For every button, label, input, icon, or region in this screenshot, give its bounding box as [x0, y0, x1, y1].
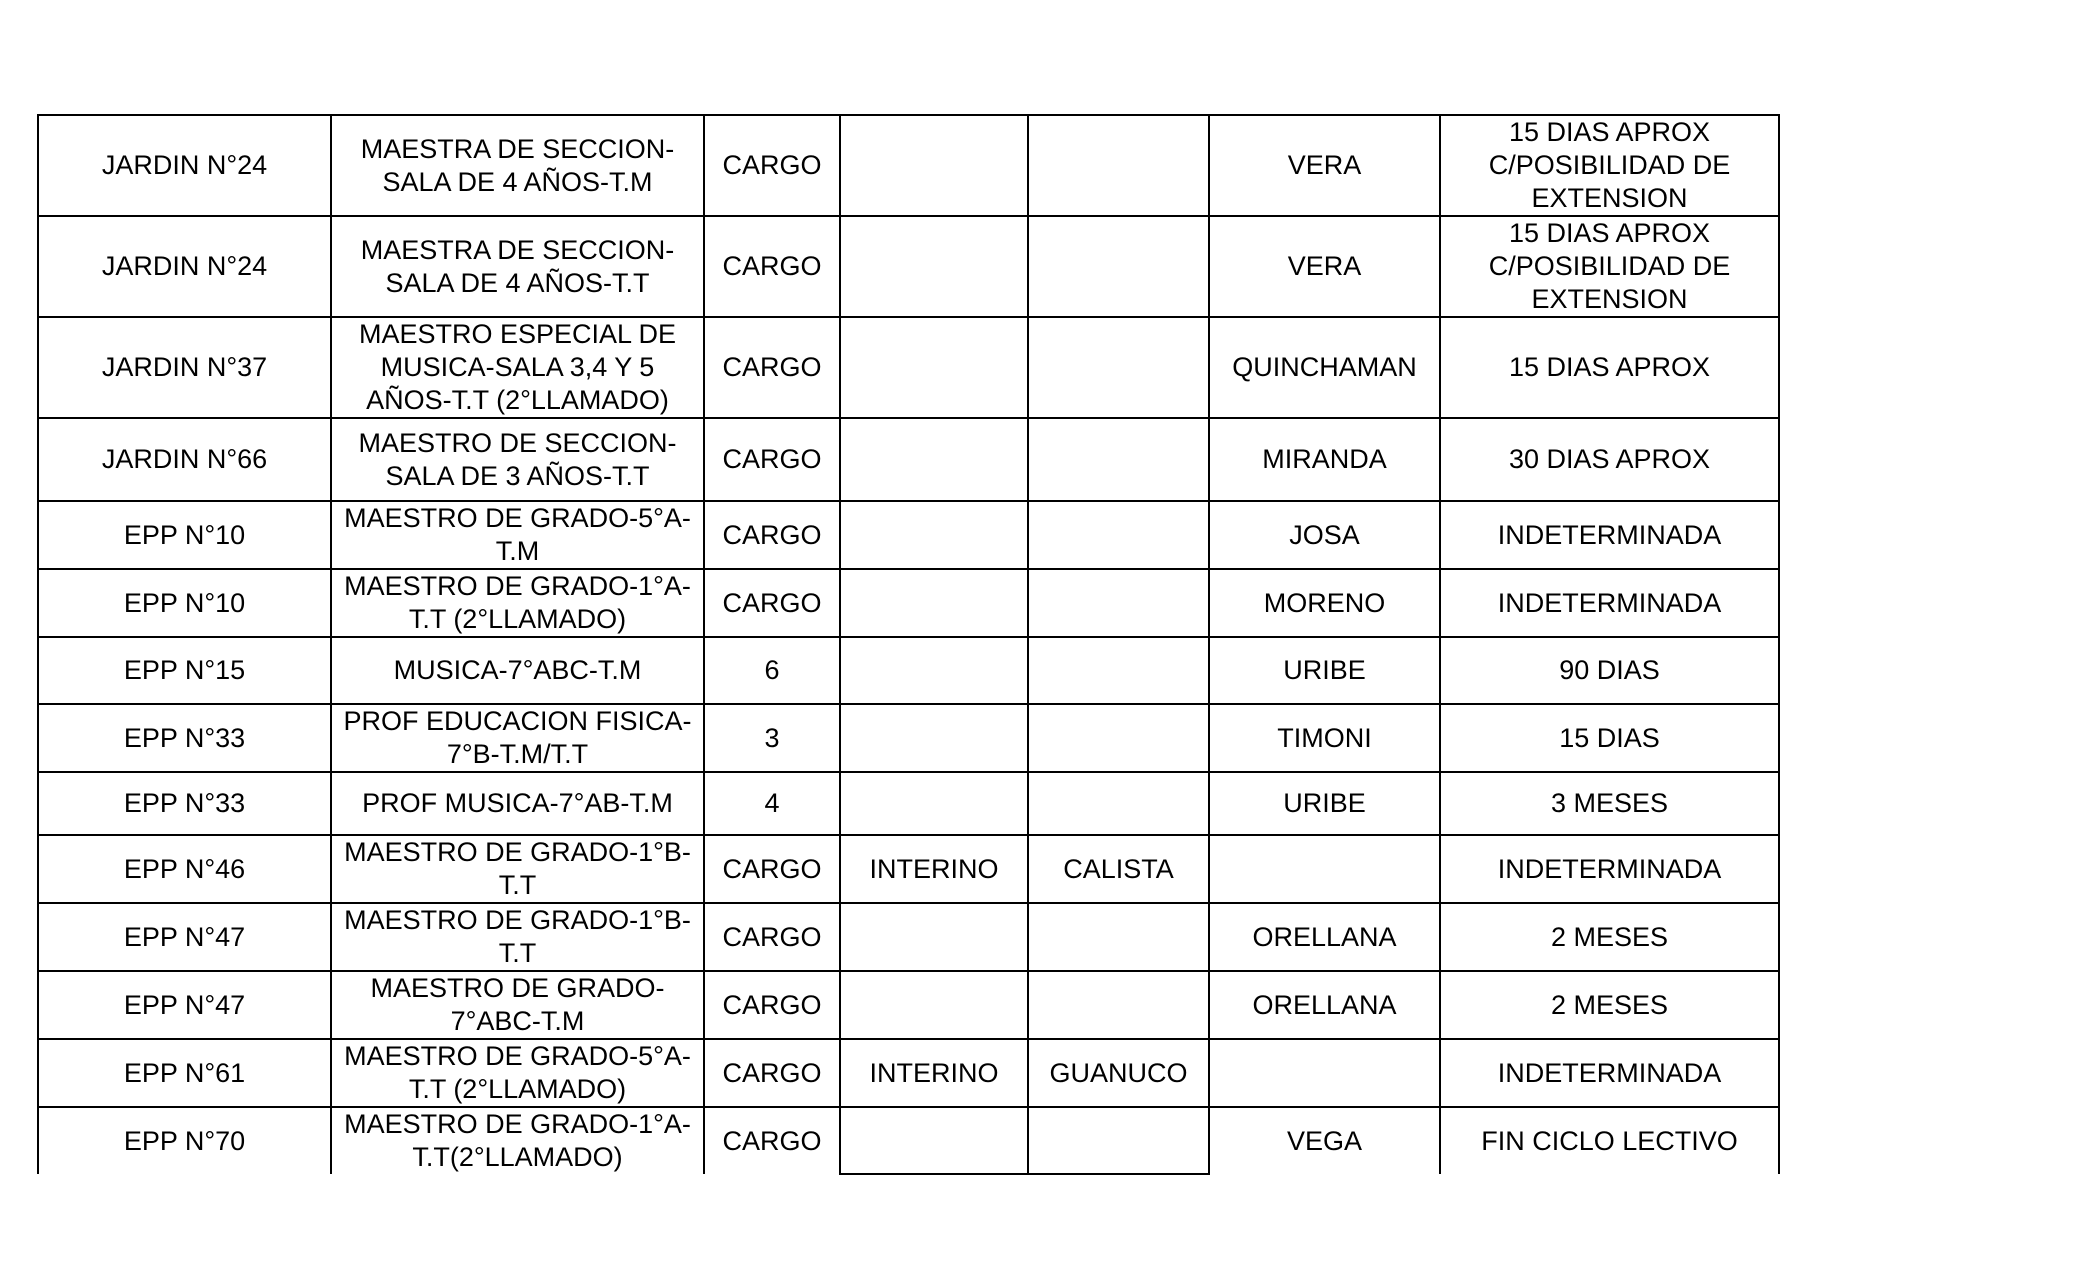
table-row [38, 1107, 1779, 1174]
table-row [38, 704, 1779, 772]
cell-holder [1028, 569, 1209, 637]
cell-replaces [1209, 835, 1440, 903]
cell-situation [840, 317, 1028, 418]
cell-situation [840, 903, 1028, 971]
cell-holder [1028, 501, 1209, 569]
cell-hours: CARGO [704, 835, 840, 903]
cell-school: JARDIN N°24 [38, 216, 331, 317]
cell-duration: INDETERMINADA [1440, 835, 1779, 903]
table-row [38, 216, 1779, 317]
cell-situation [840, 971, 1028, 1039]
cell-replaces: ORELLANA [1209, 903, 1440, 971]
cell-holder [1028, 317, 1209, 418]
cell-holder [1028, 637, 1209, 704]
cell-school: JARDIN N°66 [38, 418, 331, 501]
table-row [38, 501, 1779, 569]
cell-situation [840, 637, 1028, 704]
cell-holder [1028, 115, 1209, 216]
cell-school: EPP N°10 [38, 501, 331, 569]
cell-replaces: URIBE [1209, 637, 1440, 704]
cell-hours: CARGO [704, 903, 840, 971]
cell-duration: 15 DIAS APROX [1440, 317, 1779, 418]
cell-hours: CARGO [704, 971, 840, 1039]
table-body [38, 115, 1779, 1174]
cell-hours: CARGO [704, 501, 840, 569]
cell-replaces: URIBE [1209, 772, 1440, 835]
cell-holder [1028, 1107, 1209, 1174]
vacancy-table [37, 114, 1780, 1175]
cell-situation: INTERINO [840, 1039, 1028, 1107]
cell-holder [1028, 704, 1209, 772]
cell-hours: 3 [704, 704, 840, 772]
cell-replaces: TIMONI [1209, 704, 1440, 772]
cell-position: MAESTRO DE GRADO-5°A-T.T (2°LLAMADO) [331, 1039, 704, 1107]
cell-situation [840, 115, 1028, 216]
table-row [38, 317, 1779, 418]
cell-hours: 4 [704, 772, 840, 835]
cell-situation [840, 501, 1028, 569]
cell-hours: CARGO [704, 216, 840, 317]
cell-position: PROF EDUCACION FISICA-7°B-T.M/T.T [331, 704, 704, 772]
cell-position: MAESTRO DE GRADO-1°B-T.T [331, 903, 704, 971]
cell-position: MAESTRO DE GRADO-1°B-T.T [331, 835, 704, 903]
cell-holder: GUANUCO [1028, 1039, 1209, 1107]
cell-hours: CARGO [704, 418, 840, 501]
cell-position: MAESTRO DE GRADO-5°A-T.M [331, 501, 704, 569]
cell-holder [1028, 971, 1209, 1039]
cell-hours: CARGO [704, 1107, 840, 1174]
cell-replaces: JOSA [1209, 501, 1440, 569]
table-row [38, 1039, 1779, 1107]
cell-duration: INDETERMINADA [1440, 569, 1779, 637]
cell-hours: CARGO [704, 115, 840, 216]
cell-duration: 2 MESES [1440, 903, 1779, 971]
cell-holder: CALISTA [1028, 835, 1209, 903]
cell-school: EPP N°47 [38, 903, 331, 971]
cell-holder [1028, 216, 1209, 317]
cell-replaces: VERA [1209, 115, 1440, 216]
cell-school: EPP N°47 [38, 971, 331, 1039]
table-row [38, 903, 1779, 971]
cell-hours: CARGO [704, 317, 840, 418]
cell-duration: FIN CICLO LECTIVO [1440, 1107, 1779, 1174]
cell-hours: CARGO [704, 569, 840, 637]
table-row [38, 418, 1779, 501]
cell-school: EPP N°10 [38, 569, 331, 637]
cell-duration: 90 DIAS [1440, 637, 1779, 704]
cell-situation [840, 418, 1028, 501]
cell-school: EPP N°61 [38, 1039, 331, 1107]
cell-duration: 2 MESES [1440, 971, 1779, 1039]
cell-duration: 3 MESES [1440, 772, 1779, 835]
cell-school: JARDIN N°37 [38, 317, 331, 418]
cell-replaces: ORELLANA [1209, 971, 1440, 1039]
cell-replaces: MIRANDA [1209, 418, 1440, 501]
cell-school: JARDIN N°24 [38, 115, 331, 216]
cell-situation [840, 704, 1028, 772]
table-row [38, 971, 1779, 1039]
table-row [38, 569, 1779, 637]
cell-hours: CARGO [704, 1039, 840, 1107]
cell-duration: 30 DIAS APROX [1440, 418, 1779, 501]
cell-position: MAESTRO DE GRADO-7°ABC-T.M [331, 971, 704, 1039]
cell-holder [1028, 903, 1209, 971]
cell-school: EPP N°33 [38, 772, 331, 835]
cell-situation [840, 772, 1028, 835]
cell-duration: 15 DIAS APROX C/POSIBILIDAD DE EXTENSION [1440, 216, 1779, 317]
cell-duration: 15 DIAS [1440, 704, 1779, 772]
cell-situation [840, 1107, 1028, 1174]
cell-replaces: MORENO [1209, 569, 1440, 637]
cell-replaces: VEGA [1209, 1107, 1440, 1174]
cell-position: MAESTRO DE GRADO-1°A-T.T(2°LLAMADO) [331, 1107, 704, 1174]
cell-position: PROF MUSICA-7°AB-T.M [331, 772, 704, 835]
cell-school: EPP N°33 [38, 704, 331, 772]
cell-duration: INDETERMINADA [1440, 501, 1779, 569]
cell-school: EPP N°46 [38, 835, 331, 903]
cell-situation: INTERINO [840, 835, 1028, 903]
cell-replaces [1209, 1039, 1440, 1107]
cell-situation [840, 569, 1028, 637]
cell-position: MAESTRA DE SECCION-SALA DE 4 AÑOS-T.T [331, 216, 704, 317]
cell-situation [840, 216, 1028, 317]
table-row [38, 637, 1779, 704]
cell-hours: 6 [704, 637, 840, 704]
cell-holder [1028, 418, 1209, 501]
cell-replaces: QUINCHAMAN [1209, 317, 1440, 418]
table-row [38, 772, 1779, 835]
cell-replaces: VERA [1209, 216, 1440, 317]
cell-holder [1028, 772, 1209, 835]
cell-school: EPP N°15 [38, 637, 331, 704]
table-row [38, 115, 1779, 216]
cell-position: MAESTRO ESPECIAL DE MUSICA-SALA 3,4 Y 5 AÑOS-T.T (2°LLAMADO) [331, 317, 704, 418]
table-row [38, 835, 1779, 903]
cell-school: EPP N°70 [38, 1107, 331, 1174]
cell-position: MAESTRO DE GRADO-1°A-T.T (2°LLAMADO) [331, 569, 704, 637]
cell-position: MUSICA-7°ABC-T.M [331, 637, 704, 704]
cell-duration: INDETERMINADA [1440, 1039, 1779, 1107]
cell-position: MAESTRA DE SECCION-SALA DE 4 AÑOS-T.M [331, 115, 704, 216]
cell-position: MAESTRO DE SECCION-SALA DE 3 AÑOS-T.T [331, 418, 704, 501]
cell-duration: 15 DIAS APROX C/POSIBILIDAD DE EXTENSION [1440, 115, 1779, 216]
